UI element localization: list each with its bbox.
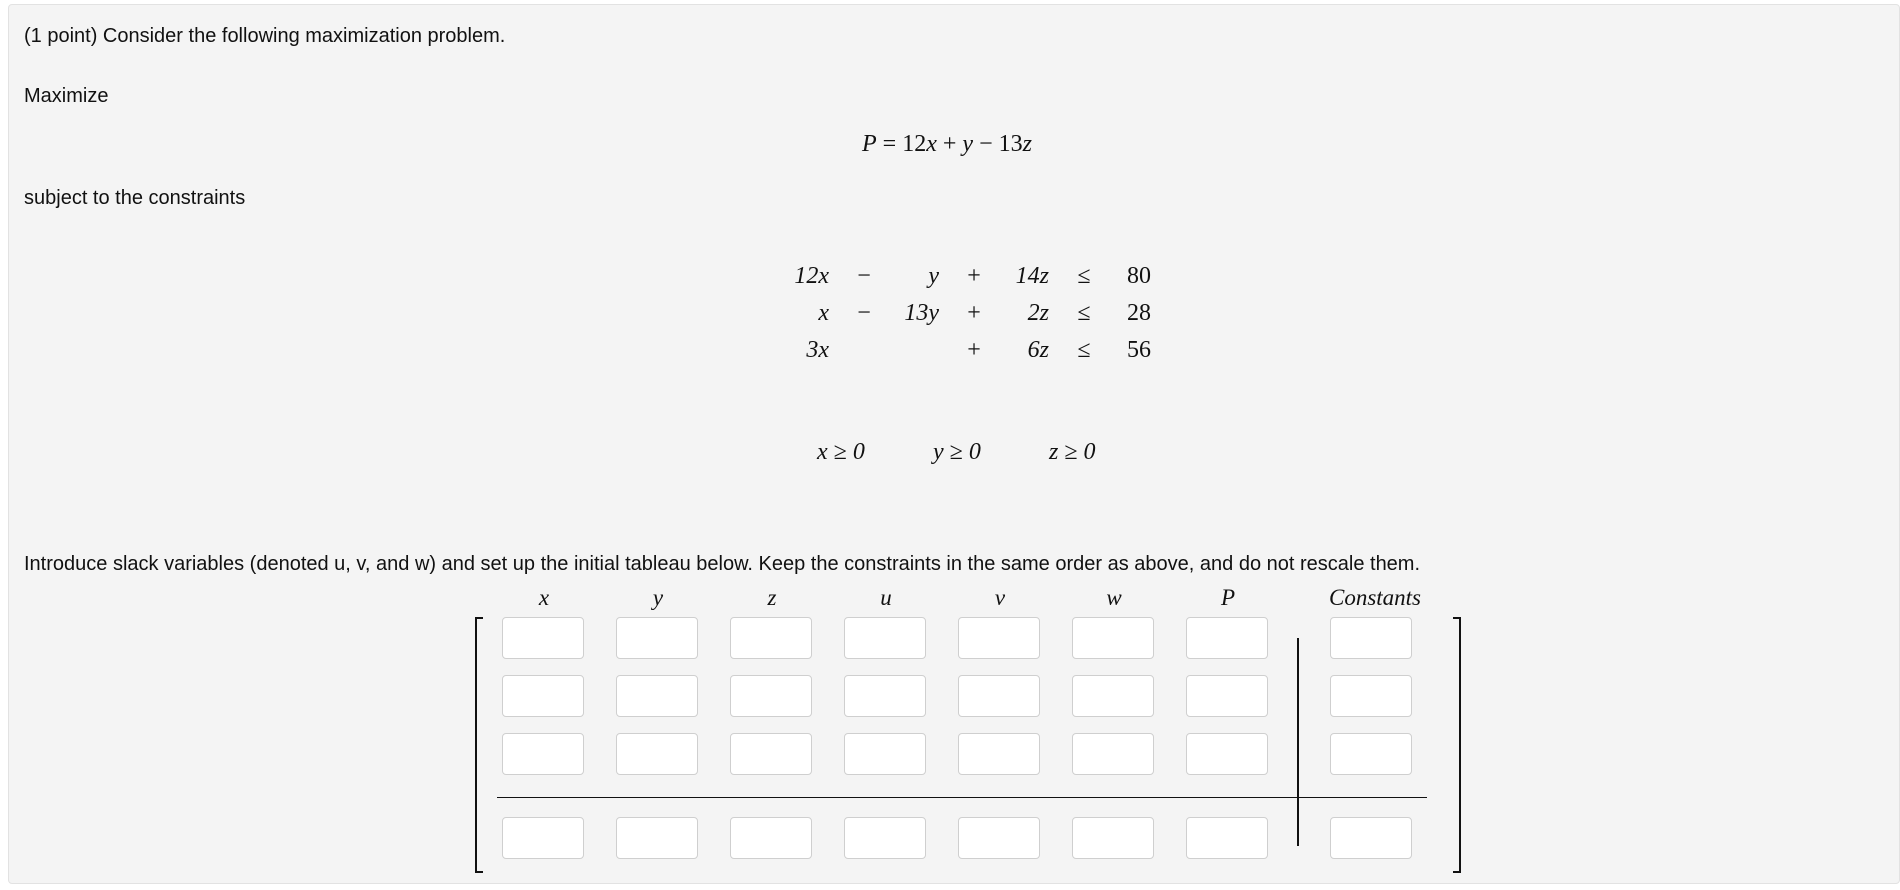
constraint-3-term-x: 3x	[806, 337, 829, 363]
objective-var-z: z	[1022, 131, 1032, 157]
tableau-cell-r2-v[interactable]	[958, 675, 1040, 717]
tableau-cell-r4-p[interactable]	[1186, 817, 1268, 859]
tableau-cell-r1-x[interactable]	[502, 617, 584, 659]
constraint-2-relation: ≤	[1077, 300, 1091, 326]
tableau-cell-r2-constants[interactable]	[1330, 675, 1412, 717]
constraint-2-op-2: +	[967, 300, 981, 326]
tableau-cell-r4-v[interactable]	[958, 817, 1040, 859]
column-header-x: x	[538, 585, 550, 610]
tableau-cell-r4-u[interactable]	[844, 817, 926, 859]
tableau-cell-r3-p[interactable]	[1186, 733, 1268, 775]
constraint-3-rhs: 56	[1127, 337, 1151, 363]
constraint-1-op-2: +	[967, 263, 981, 289]
objective-function	[862, 131, 1032, 158]
tableau-cell-r1-v[interactable]	[958, 617, 1040, 659]
tableau-cell-r3-constants[interactable]	[1330, 733, 1412, 775]
tableau-cell-r3-w[interactable]	[1072, 733, 1154, 775]
tableau-cell-r4-z[interactable]	[730, 817, 812, 859]
constraint-2-rhs: 28	[1127, 300, 1151, 326]
tableau-cell-r4-w[interactable]	[1072, 817, 1154, 859]
tableau-cell-r2-x[interactable]	[502, 675, 584, 717]
objective-coef-z: 13	[998, 131, 1023, 157]
constraint-2-term-z: 2z	[1027, 300, 1049, 326]
objective-coef-x: 12	[902, 131, 927, 157]
column-header-u: u	[880, 585, 892, 610]
instruction-text: Introduce slack variables (denoted u, v, and w) and set up the initial tableau below. Keep the constraints in the same order as above, and do not rescale them.	[24, 553, 1421, 575]
maximize-label: Maximize	[24, 85, 109, 107]
objective-op-1: +	[936, 131, 963, 157]
matrix-left-bracket	[475, 617, 483, 873]
constraint-2-term-y: 13y	[904, 300, 939, 326]
nonneg-x: x ≥ 0	[817, 439, 865, 465]
tableau-cell-r3-u[interactable]	[844, 733, 926, 775]
constraint-3-op-2: +	[967, 337, 981, 363]
constraint-3-relation: ≤	[1077, 337, 1091, 363]
constraint-1-relation: ≤	[1077, 263, 1091, 289]
problem-panel	[8, 4, 1900, 884]
column-header-w: w	[1106, 585, 1122, 610]
problem-intro: (1 point) Consider the following maximization problem.	[24, 25, 506, 47]
tableau-cell-r4-constants[interactable]	[1330, 817, 1412, 859]
matrix-right-bracket	[1453, 617, 1461, 873]
column-header-y: y	[652, 585, 664, 610]
constraint-3-term-z: 6z	[1027, 337, 1049, 363]
augment-divider	[1297, 638, 1299, 846]
subject-label: subject to the constraints	[24, 187, 246, 209]
tableau-cell-r4-x[interactable]	[502, 817, 584, 859]
nonneg-y: y ≥ 0	[933, 439, 981, 465]
tableau-cell-r1-u[interactable]	[844, 617, 926, 659]
constraint-2-term-x: x	[818, 300, 829, 326]
constraint-1-term-x: 12x	[794, 263, 829, 289]
constraint-1-rhs: 80	[1127, 263, 1151, 289]
column-header-p: P	[1220, 585, 1236, 610]
objective-var-y: y	[962, 131, 974, 157]
tableau-cell-r2-p[interactable]	[1186, 675, 1268, 717]
tableau-cell-r1-y[interactable]	[616, 617, 698, 659]
tableau-cell-r4-y[interactable]	[616, 817, 698, 859]
nonneg-z: z ≥ 0	[1049, 439, 1096, 465]
tableau-cell-r3-y[interactable]	[616, 733, 698, 775]
tableau-cell-r2-w[interactable]	[1072, 675, 1154, 717]
tableau-cell-r3-v[interactable]	[958, 733, 1040, 775]
objective-lhs: P	[862, 131, 877, 157]
tableau-cell-r1-constants[interactable]	[1330, 617, 1412, 659]
tableau-cell-r1-p[interactable]	[1186, 617, 1268, 659]
column-header-z: z	[767, 585, 777, 610]
constraint-1-term-z: 14z	[1015, 263, 1049, 289]
objective-op-2: −	[973, 131, 999, 157]
tableau-cell-r2-z[interactable]	[730, 675, 812, 717]
objective-row-divider	[497, 797, 1427, 798]
constraint-1-term-y: y	[928, 263, 939, 289]
tableau-cell-r2-u[interactable]	[844, 675, 926, 717]
tableau-cell-r3-z[interactable]	[730, 733, 812, 775]
column-header-constants: Constants	[1328, 585, 1422, 610]
column-header-v: v	[994, 585, 1006, 610]
constraint-1-op-1: −	[857, 263, 871, 289]
tableau-cell-r1-w[interactable]	[1072, 617, 1154, 659]
objective-var-x: x	[926, 131, 937, 157]
tableau-cell-r3-x[interactable]	[502, 733, 584, 775]
tableau-cell-r2-y[interactable]	[616, 675, 698, 717]
tableau-cell-r1-z[interactable]	[730, 617, 812, 659]
objective-eq: =	[882, 131, 897, 157]
constraint-2-op-1: −	[857, 300, 871, 326]
